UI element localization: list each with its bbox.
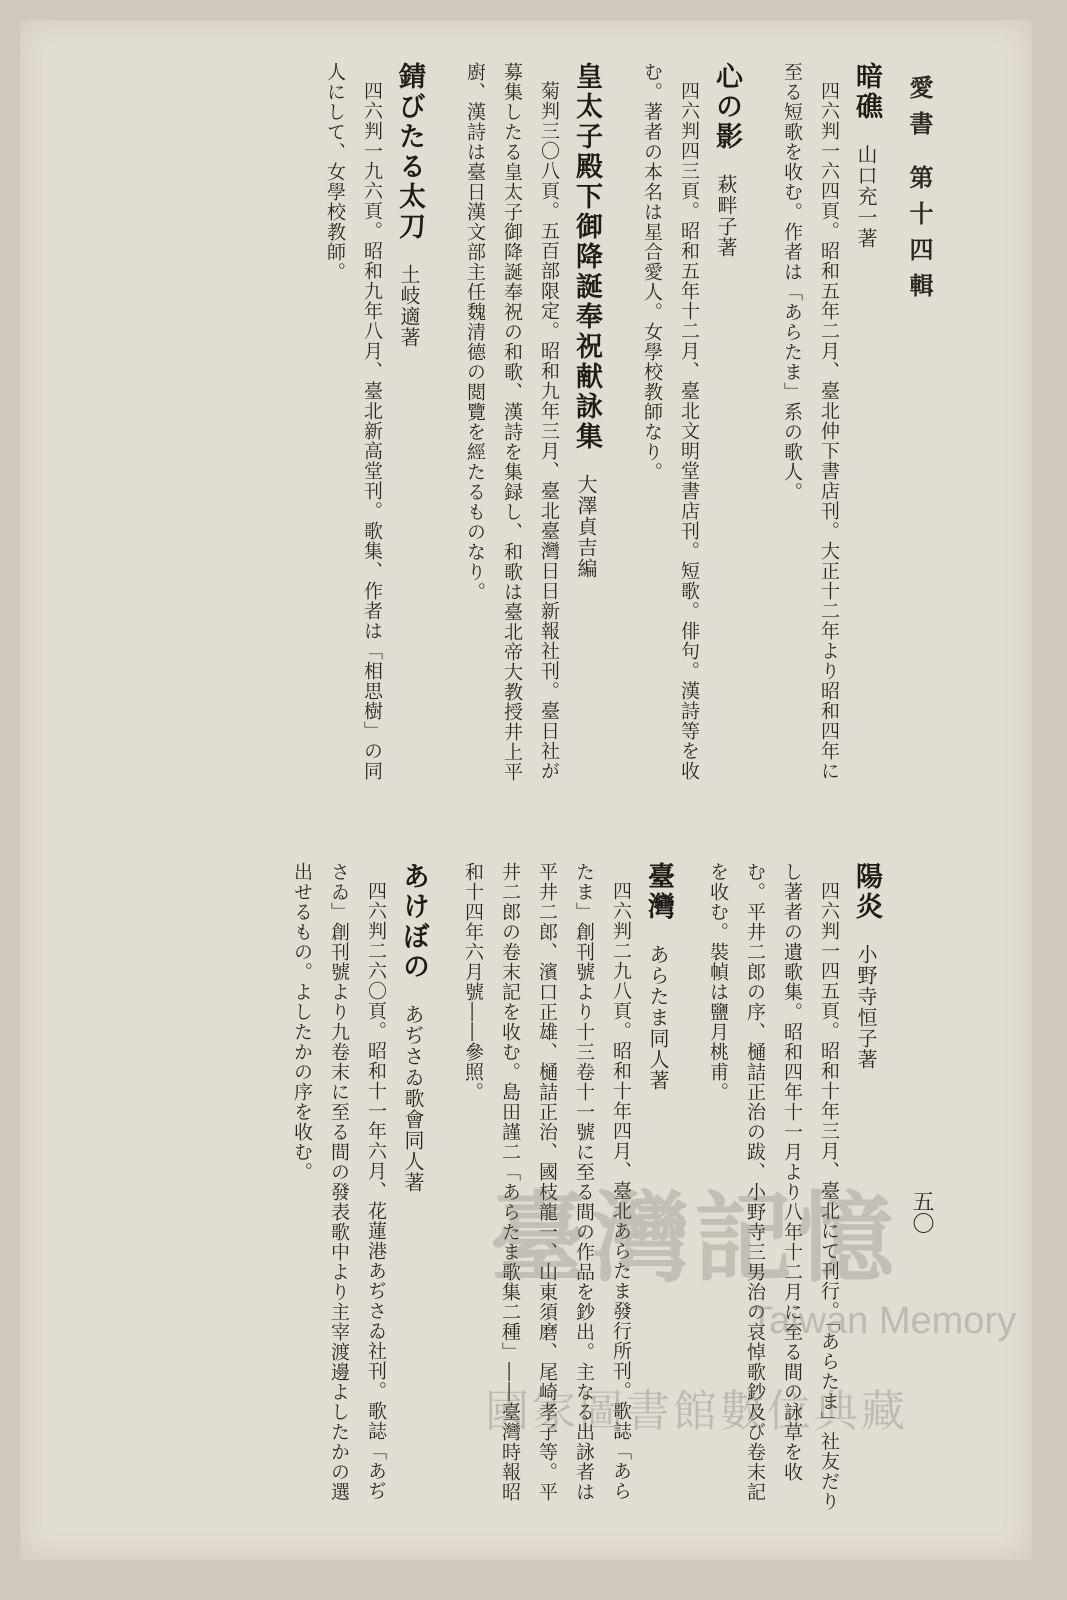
running-header xyxy=(902,75,937,309)
entry-author: あらたま同人著 xyxy=(646,944,670,1091)
entry-description: 四六判一六四頁。昭和五年二月、臺北仲下書店刊。大正十二年より昭和四年に至る短歌を收む。作者は「あらたま」系の歌人。 xyxy=(781,62,840,781)
entry-author: 土岐適著 xyxy=(397,264,421,348)
entry-author: 大澤貞吉編 xyxy=(574,474,598,579)
entry-koutaishi-kaeishu xyxy=(456,62,605,782)
entry-description: 四六判二六〇頁。昭和十一年六月、花蓮港あぢさゐ社刊。歌誌「あぢさゐ」創刊號より九卷末に至る間の發表歌中より主宰渡邊よしたかの選出せるもの。よしたかの序を收む。 xyxy=(291,862,387,1502)
watermark-institution: 國家圖書館數位典藏 xyxy=(485,1386,908,1437)
page-number: 五〇 xyxy=(909,1190,934,1234)
entry-description: 四六判二九八頁。昭和十年四月、臺北あらたま發行所刊。歌誌「あらたま」創刊號より十三卷十一號に至る間の作品を鈔出。主なる出詠者は平井二郎、濱口正雄、樋詰正治、國枝龍一、山東須磨、尾崎孝子等。平井二郎の卷末記を收む。島田謹二「あらたま歌集二種」――臺灣時報昭和十四年六月號――參照。 xyxy=(462,862,632,1502)
entry-title: 臺灣 xyxy=(643,862,674,922)
entry-description: 四六判四三頁。昭和五年十二月、臺北文明堂書店刊。短歌。俳句。漢詩等を收む。著者の本名は星合愛人。女學校教師なり。 xyxy=(641,62,700,781)
entry-author: あぢさゐ歌會同人著 xyxy=(401,1004,425,1193)
entry-author: 萩畔子著 xyxy=(714,174,738,258)
entry-kokoro-no-kage xyxy=(633,62,745,782)
watermark-english: Taiwan Memory xyxy=(750,1300,1017,1342)
entry-description: 菊判三〇八頁。五百部限定。昭和九年三月、臺北臺灣日日新報社刊。臺日社が募集したる皇太子御降誕奉祝の和歌、漢詩を集録し、和歌は臺北帝大教授井上平廚、漢詩は臺日漢文部主任魏清德の閲覽を經たるものなり。 xyxy=(464,62,560,782)
entry-author: 小野寺恒子著 xyxy=(854,944,878,1070)
entry-title: 心の影 xyxy=(711,62,742,152)
series-title: 愛書 xyxy=(905,75,934,147)
entry-sabitaru-tachi xyxy=(316,62,428,782)
volume-label: 第十四輯 xyxy=(905,165,934,309)
entry-author: 山口充一著 xyxy=(854,144,878,249)
entry-title: 暗礁 xyxy=(851,62,882,122)
entry-description: 四六判一四五頁。昭和十年三月、臺北にて刊行。「あらたま」社友だりし著者の遺歌集。昭和四年十一月より八年十二月に至る間の詠草を收む。平井二郎の序、樋詰正治の跋、小野寺三男治の哀悼歌鈔及び卷末記を收む。裝幀は鹽月桃甫。 xyxy=(707,862,840,1512)
entry-title: 陽炎 xyxy=(851,862,882,922)
upper-section xyxy=(316,62,885,782)
watermark-logo: 臺灣記憶 xyxy=(490,1181,899,1296)
entry-description: 四六判一九六頁。昭和九年八月、臺北新高堂刊。歌集、作者は「相思樹」の同人にして、女學校教師。 xyxy=(324,62,383,781)
entry-akebono xyxy=(283,862,432,1512)
entry-title: 錆びたる太刀 xyxy=(394,62,425,242)
book-page xyxy=(20,20,1032,1560)
entry-title: 皇太子殿下御降誕奉祝献詠集 xyxy=(571,62,602,452)
entry-anshou xyxy=(773,62,885,782)
entry-title: あけぼの xyxy=(398,862,429,982)
